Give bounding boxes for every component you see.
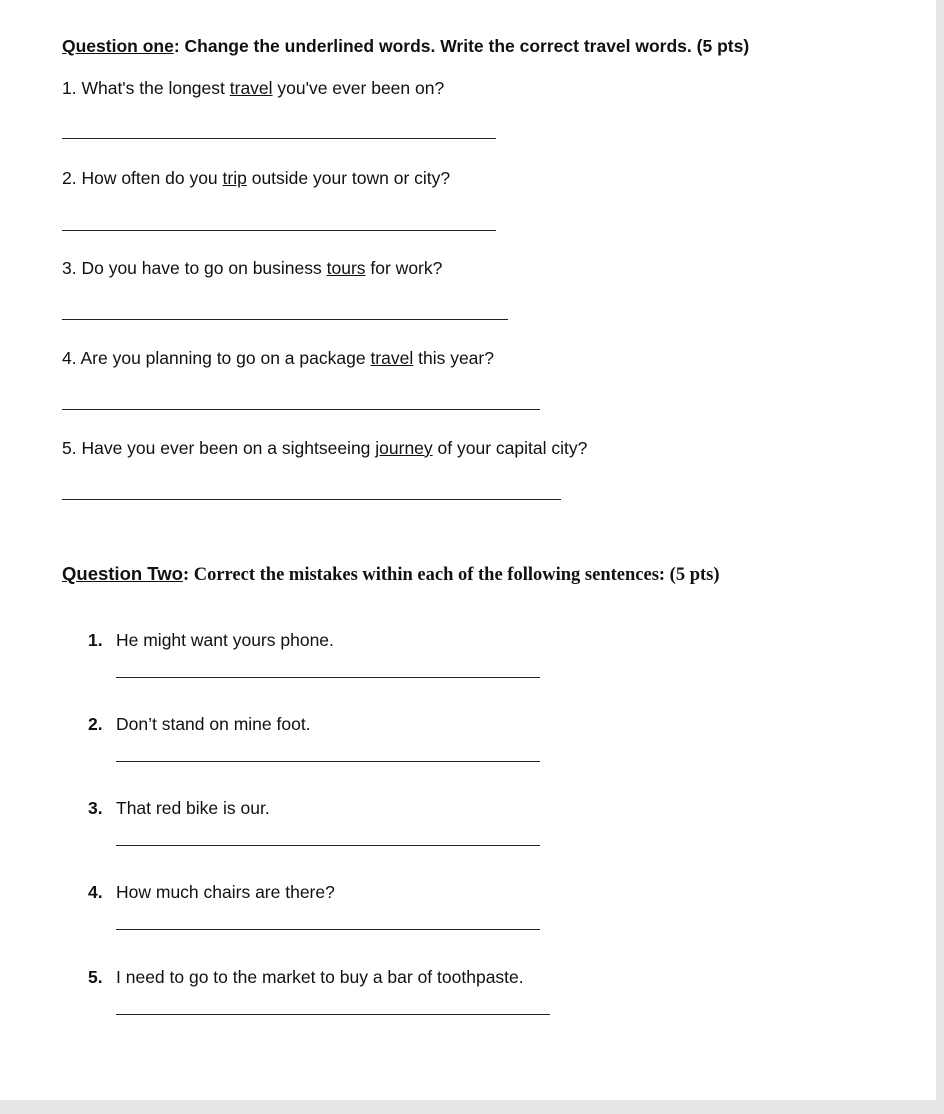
q2-item-2-number: 2. — [88, 714, 103, 734]
q2-answer-line-2[interactable] — [116, 761, 540, 762]
question-one-heading — [62, 36, 749, 57]
q2-item-3-text: That red bike is our. — [116, 798, 270, 818]
q2-item-1-number: 1. — [88, 630, 103, 650]
q1-item-4-underlined-word: travel — [370, 348, 414, 368]
q1-answer-line-5[interactable] — [62, 499, 561, 500]
q2-item-3 — [88, 798, 270, 819]
q1-answer-line-2[interactable] — [62, 230, 496, 231]
q1-item-4-text: 4. Are you planning to go on a package — [62, 348, 371, 368]
q1-item-3-text: 3. Do you have to go on business — [62, 258, 327, 278]
question-one-label: Question one — [62, 36, 174, 56]
q2-item-5-number: 5. — [88, 967, 103, 987]
q2-answer-line-5[interactable] — [116, 1014, 550, 1015]
q2-item-5-text: I need to go to the market to buy a bar of toothpaste. — [116, 967, 524, 987]
q1-answer-line-1[interactable] — [62, 138, 496, 139]
q1-item-1-text-end: you've ever been on? — [272, 78, 445, 98]
q1-item-2-underlined-word: trip — [222, 168, 247, 188]
q1-item-5-underlined-word: journey — [375, 438, 433, 458]
q2-item-2-text: Don’t stand on mine foot. — [116, 714, 311, 734]
q1-item-1-underlined-word: travel — [229, 78, 273, 98]
q1-item-2-text: 2. How often do you — [62, 168, 223, 188]
q1-item-1 — [62, 78, 444, 99]
q1-item-2 — [62, 168, 450, 189]
question-one-instructions: : Change the underlined words. Write the correct travel words. (5 pts) — [173, 36, 750, 56]
q1-item-5 — [62, 438, 587, 459]
q2-answer-line-3[interactable] — [116, 845, 540, 846]
q1-item-3-text-end: for work? — [365, 258, 443, 278]
q2-item-1 — [88, 630, 334, 651]
q1-item-5-text: 5. Have you ever been on a sightseeing — [62, 438, 376, 458]
q2-item-4 — [88, 882, 335, 903]
q2-item-4-text: How much chairs are there? — [116, 882, 335, 902]
q2-item-4-number: 4. — [88, 882, 103, 902]
q1-item-3-underlined-word: tours — [326, 258, 366, 278]
q1-item-4 — [62, 348, 494, 369]
q1-answer-line-4[interactable] — [62, 409, 540, 410]
q2-item-5 — [88, 967, 524, 988]
question-two-instructions: : Correct the mistakes within each of the following sentences: (5 pts) — [182, 565, 720, 585]
q2-answer-line-4[interactable] — [116, 929, 540, 930]
q1-item-4-text-end: this year? — [413, 348, 494, 368]
q1-item-1-text: 1. What's the longest — [62, 78, 230, 98]
q1-answer-line-3[interactable] — [62, 319, 508, 320]
q1-item-3 — [62, 258, 442, 279]
q2-item-2 — [88, 714, 311, 735]
q1-item-2-text-end: outside your town or city? — [246, 168, 451, 188]
q2-answer-line-1[interactable] — [116, 677, 540, 678]
q2-item-3-number: 3. — [88, 798, 103, 818]
question-two-label: Question Two — [62, 563, 183, 584]
question-two-heading — [62, 563, 720, 586]
q2-item-1-text: He might want yours phone. — [116, 630, 334, 650]
q1-item-5-text-end: of your capital city? — [432, 438, 588, 458]
